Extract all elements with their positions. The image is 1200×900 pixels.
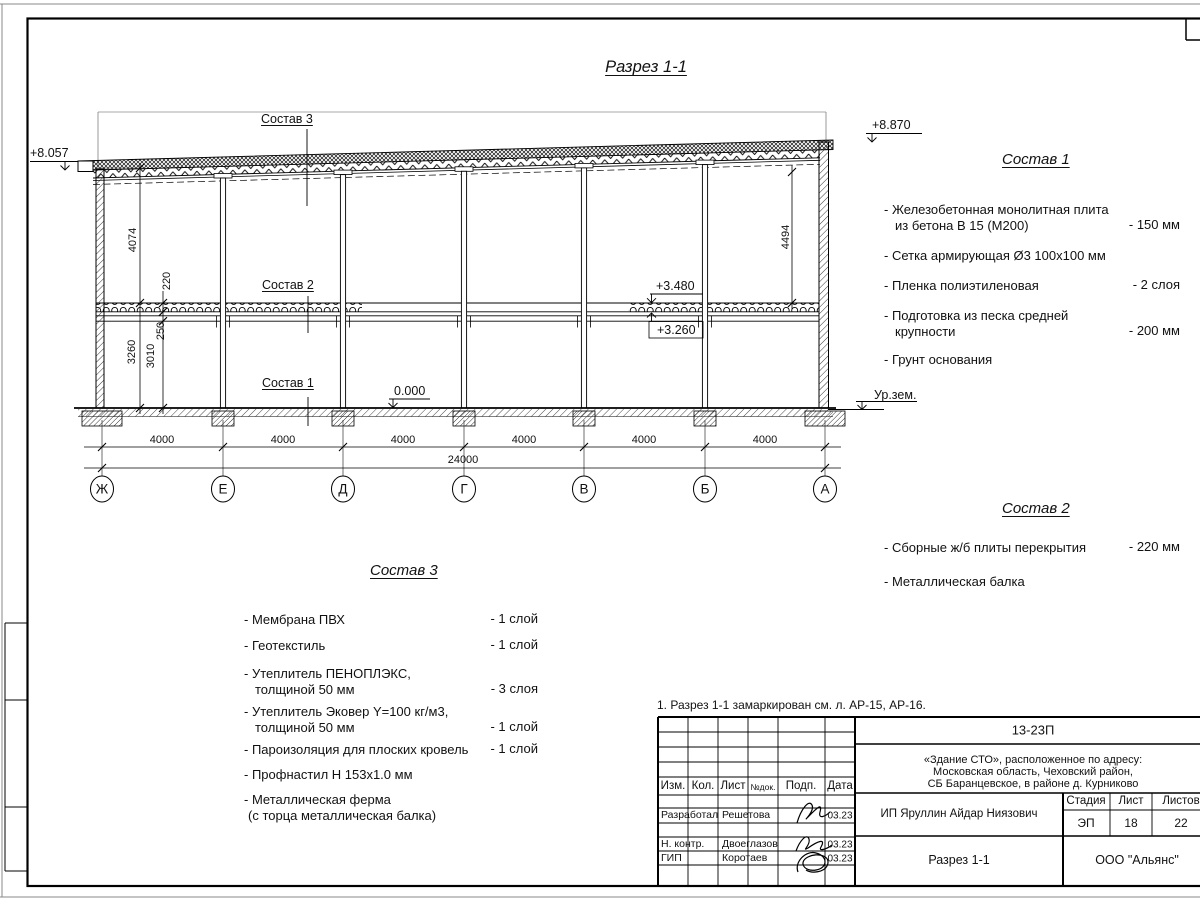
tb-date-gip: 03.23 — [827, 853, 853, 865]
dim-3260: 3260 — [126, 339, 138, 365]
tb-company: ООО "Альянс" — [1095, 853, 1179, 867]
tb-sheets-header: Листов — [1162, 795, 1200, 807]
floor-slab — [96, 303, 819, 328]
tb-role-checker: Н. контр. — [661, 838, 705, 850]
axis-zh: Ж — [95, 481, 109, 497]
axis-d: Д — [338, 481, 348, 497]
dim-total-24000: 24000 — [447, 454, 479, 466]
list-item: - Металлическая балка — [884, 574, 1025, 589]
axis-a: А — [820, 481, 830, 497]
elevation-top-left: +8.057 — [30, 146, 69, 160]
axis-v: В — [579, 481, 589, 497]
list-item: - Пленка полиэтиленовая - 2 слоя — [884, 277, 1180, 293]
comp2-heading: Состав 2 — [1002, 500, 1070, 517]
tb-col-ndok: №док. — [750, 782, 776, 792]
tb-object-line2: Московская область, Чеховский район, — [933, 766, 1133, 778]
list-item: - Железобетонная монолитная плита из бетона В 15 (М200) - 150 мм — [884, 202, 1180, 233]
dim-bay-6: 4000 — [752, 434, 778, 446]
elevation-zero: 0.000 — [394, 384, 426, 398]
tb-doc-title: Разрез 1-1 — [928, 853, 990, 867]
leader-comp2: Состав 2 — [262, 278, 314, 292]
list-item: - Утеплитель ПЕНОПЛЭКС, толщиной 50 мм - 3 слоя — [244, 666, 538, 697]
axis-b: Б — [700, 481, 710, 497]
leader-comp3: Состав 3 — [261, 112, 313, 126]
comp1-list — [884, 202, 1180, 368]
dim-3010: 3010 — [145, 343, 157, 369]
tb-date-checker: 03.23 — [827, 839, 853, 851]
dim-220: 220 — [161, 271, 173, 291]
horizontal-dimensions — [84, 420, 841, 477]
tb-doc-code: 13-23П — [1011, 722, 1055, 738]
ground-level-label: Ур.зем. — [874, 388, 917, 402]
tb-sheet-header: Лист — [1118, 795, 1144, 807]
tb-col-kol: Кол. — [691, 780, 715, 792]
dim-bay-2: 4000 — [270, 434, 296, 446]
ground-floor — [74, 408, 845, 426]
comp3-list — [244, 612, 538, 824]
tb-name-gip: Коротаев — [722, 852, 768, 864]
list-item: - Геотекстиль - 1 слой — [244, 637, 538, 653]
tb-client: ИП Яруллин Айдар Ниязович — [880, 808, 1038, 820]
tb-stage-header: Стадия — [1066, 795, 1106, 807]
dim-bay-1: 4000 — [149, 434, 175, 446]
dim-4074: 4074 — [127, 227, 139, 253]
dim-250: 250 — [155, 321, 167, 341]
tb-sheets-value: 22 — [1174, 816, 1188, 830]
list-item: - Мембрана ПВХ - 1 слой — [244, 611, 538, 627]
list-item: - Подготовка из песка средней крупности - 200 мм — [884, 308, 1180, 339]
tb-col-izm: Изм. — [660, 780, 686, 792]
axis-g: Г — [460, 481, 468, 497]
list-item: - Сборные ж/б плиты перекрытия - 220 мм — [884, 539, 1180, 555]
tb-object-line1: «Здание СТО», расположенное по адресу: — [923, 754, 1143, 766]
note: 1. Разрез 1-1 замаркирован см. л. АР-15, АР-16. — [657, 698, 926, 712]
tb-col-podp: Подп. — [785, 780, 817, 792]
comp2-list — [884, 540, 1180, 590]
tb-col-list: Лист — [720, 780, 746, 792]
tb-stage-value: ЭП — [1077, 816, 1095, 830]
dim-bay-4: 4000 — [511, 434, 537, 446]
leader-comp1: Состав 1 — [262, 376, 314, 390]
comp1-heading: Состав 1 — [1002, 151, 1070, 168]
roof-structure — [78, 140, 833, 185]
dim-4494: 4494 — [780, 224, 792, 250]
list-item: - Сетка армирующая Ø3 100х100 мм — [884, 248, 1106, 263]
list-item: - Утеплитель Эковер Y=100 кг/м3, толщиной 50 мм - 1 слой — [244, 704, 538, 735]
dim-bay-3: 4000 — [390, 434, 416, 446]
tb-col-date: Дата — [827, 780, 853, 792]
tb-sheet-value: 18 — [1124, 816, 1138, 830]
signature-gip — [797, 853, 828, 873]
tb-name-checker: Двоеглазов — [722, 838, 778, 850]
tb-role-gip: ГИП — [661, 852, 682, 864]
tb-date-developer: 03.23 — [827, 810, 853, 822]
comp3-heading: Состав 3 — [370, 562, 438, 579]
list-item: - Профнастил Н 153х1.0 мм — [244, 767, 413, 782]
elevation-slab-bottom: +3.260 — [657, 323, 696, 337]
list-item: - Пароизоляция для плоских кровель - 1 слой — [244, 741, 538, 757]
drawing-title: Разрез 1-1 — [605, 58, 687, 76]
elevation-top-right: +8.870 — [872, 118, 911, 132]
tb-name-developer: Решетова — [722, 809, 771, 821]
list-item: - Металлическая ферма (с торца металлическая балка) — [244, 792, 437, 823]
dim-bay-5: 4000 — [631, 434, 657, 446]
elevation-slab-top: +3.480 — [656, 279, 695, 293]
tb-object-line3: СБ Баранцевское, в районе д. Курниково — [927, 778, 1139, 790]
list-item: - Грунт основания — [884, 352, 993, 367]
tb-role-developer: Разработал — [661, 809, 719, 821]
axis-e: Е — [218, 481, 228, 497]
